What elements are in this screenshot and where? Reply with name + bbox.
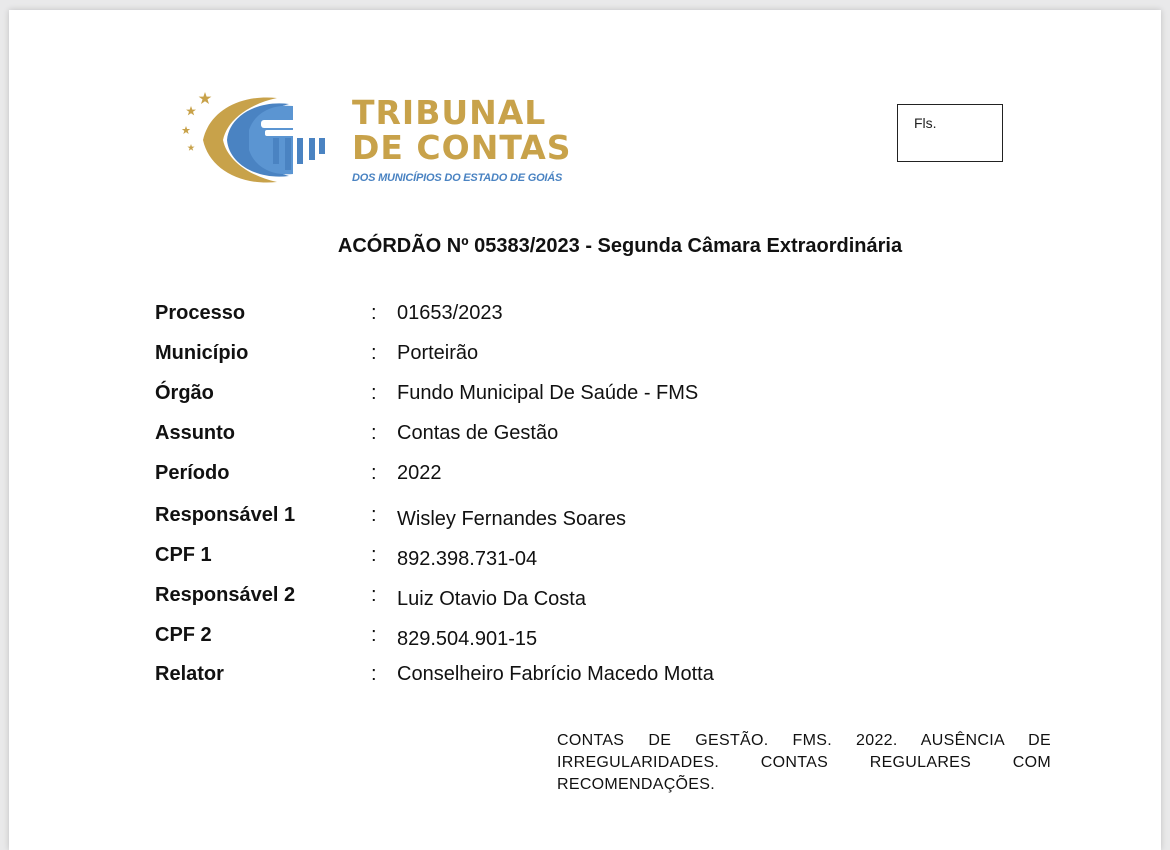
logo-subtitle: DOS MUNICÍPIOS DO ESTADO DE GOIÁS: [352, 172, 563, 184]
field-label: CPF 1: [155, 544, 212, 566]
field-label: Órgão: [155, 382, 214, 404]
field-row-responsavel-1: [155, 504, 955, 532]
logo-title-line-1: TRIBUNAL: [352, 93, 547, 132]
field-label: Responsável 1: [155, 504, 296, 526]
field-colon: :: [371, 462, 377, 484]
field-row-cpf-1: [155, 544, 955, 572]
field-label: Responsável 2: [155, 584, 296, 606]
field-row-relator: [155, 663, 955, 691]
document-page: [9, 10, 1161, 850]
tribunal-emblem-icon: [169, 90, 349, 190]
field-colon: :: [371, 663, 377, 685]
field-value: 829.504.901-15: [397, 628, 538, 650]
field-label: Assunto: [155, 422, 235, 444]
field-row-cpf-2: [155, 624, 955, 652]
field-row-periodo: [155, 462, 955, 490]
field-row-municipio: [155, 342, 955, 370]
ementa-summary: CONTAS DE GESTÃO. FMS. 2022. AUSÊNCIA DE IRREGULARIDADES. CONTAS REGULARES COM RECOMENDAÇÕES.: [557, 732, 1051, 793]
logo-title-line-2: DE CONTAS: [352, 128, 572, 167]
field-label: Município: [155, 342, 249, 364]
field-row-assunto: [155, 422, 955, 450]
field-colon: :: [371, 624, 377, 646]
field-value: Luiz Otavio Da Costa: [397, 588, 586, 610]
fls-page-box: [897, 104, 1003, 162]
field-colon: :: [371, 584, 377, 606]
fls-label: Fls.: [914, 115, 937, 131]
tcm-go-logo: [169, 90, 589, 190]
field-value: Fundo Municipal De Saúde - FMS: [397, 382, 699, 404]
field-row-orgao: [155, 382, 955, 410]
field-value: Conselheiro Fabrício Macedo Motta: [397, 663, 714, 685]
field-value: 01653/2023: [397, 302, 503, 324]
field-colon: :: [371, 302, 377, 324]
field-value: 2022: [397, 462, 442, 484]
field-label: Relator: [155, 663, 224, 685]
field-value: Contas de Gestão: [397, 422, 559, 444]
document-title: ACÓRDÃO Nº 05383/2023 - Segunda Câmara Extraordinária: [337, 235, 903, 257]
field-colon: :: [371, 342, 377, 364]
field-row-processo: [155, 302, 955, 330]
field-colon: :: [371, 544, 377, 566]
field-row-responsavel-2: [155, 584, 955, 612]
field-label: Processo: [155, 302, 246, 324]
field-value: Wisley Fernandes Soares: [397, 508, 626, 530]
field-value: Porteirão: [397, 342, 479, 364]
field-colon: :: [371, 504, 377, 526]
field-colon: :: [371, 422, 377, 444]
field-value: 892.398.731-04: [397, 548, 538, 570]
field-label: Período: [155, 462, 230, 484]
field-label: CPF 2: [155, 624, 212, 646]
field-colon: :: [371, 382, 377, 404]
